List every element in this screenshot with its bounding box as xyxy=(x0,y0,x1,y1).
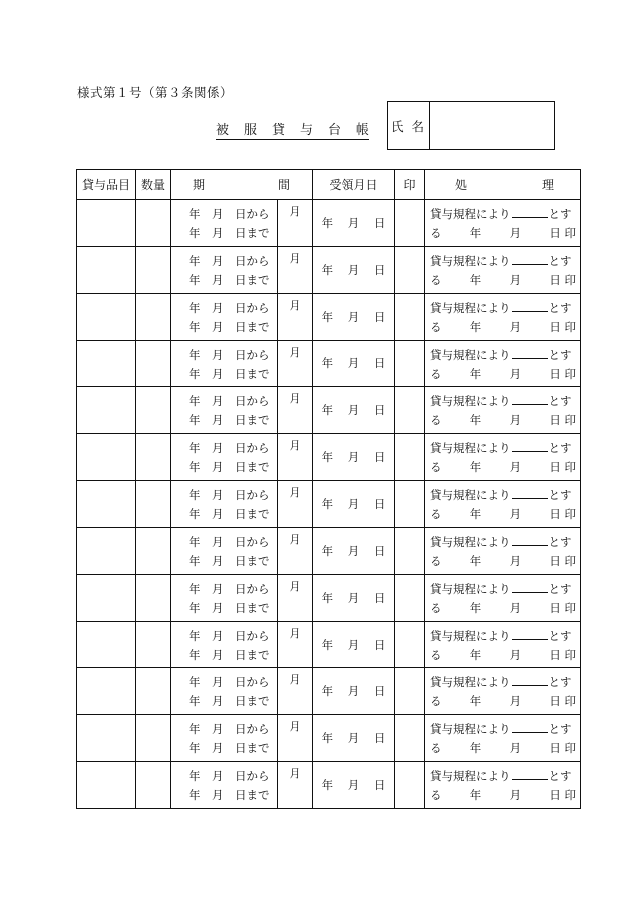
process-day-seal: 日 印 xyxy=(549,319,576,334)
process-suru: る xyxy=(430,226,442,240)
received-date-cell[interactable] xyxy=(313,527,395,574)
month-cell[interactable] xyxy=(278,387,313,434)
process-month: 月 xyxy=(509,272,522,287)
table-row xyxy=(77,621,581,668)
process-day-seal: 日 印 xyxy=(549,366,576,381)
received-date-cell[interactable] xyxy=(313,668,395,715)
process-cell[interactable] xyxy=(425,481,581,528)
process-pre: 貸与規程により xyxy=(430,300,511,315)
received-month: 月 xyxy=(347,778,360,793)
quantity-cell[interactable] xyxy=(136,293,171,340)
process-suru: る xyxy=(430,460,442,475)
seal-cell[interactable] xyxy=(395,246,425,293)
period-to: 年 月 日まで xyxy=(189,741,270,756)
item-cell[interactable] xyxy=(77,762,136,809)
period-from: 年 月 日から xyxy=(189,253,270,268)
period-from: 年 月 日から xyxy=(189,488,270,503)
process-suru: る xyxy=(430,553,442,568)
month-cell[interactable] xyxy=(278,668,313,715)
seal-cell[interactable] xyxy=(395,668,425,715)
month-label: 月 xyxy=(289,251,301,265)
process-cell[interactable] xyxy=(425,340,581,387)
period-from: 年 月 日から xyxy=(189,300,270,315)
process-cell[interactable] xyxy=(425,246,581,293)
process-year: 年 xyxy=(469,600,482,615)
process-year: 年 xyxy=(469,694,482,709)
process-pre: 貸与規程により xyxy=(430,628,511,643)
title-char: 貸 xyxy=(271,123,285,138)
seal-cell[interactable] xyxy=(395,574,425,621)
quantity-cell[interactable] xyxy=(136,387,171,434)
received-day: 日 xyxy=(373,590,386,605)
received-month: 月 xyxy=(347,262,360,277)
process-day-seal: 日 印 xyxy=(549,272,576,287)
header-item: 貸与品目 xyxy=(77,170,136,200)
item-cell[interactable] xyxy=(77,200,136,247)
title-char: 被 xyxy=(216,123,230,138)
process-blank[interactable] xyxy=(512,486,548,499)
month-label: 月 xyxy=(289,673,301,687)
process-year: 年 xyxy=(469,553,482,568)
process-post: とす xyxy=(548,347,572,362)
table-row xyxy=(77,246,581,293)
received-day: 日 xyxy=(373,215,386,230)
received-day: 日 xyxy=(373,262,386,277)
seal-cell[interactable] xyxy=(395,527,425,574)
period-to: 年 月 日まで xyxy=(189,226,270,240)
title-char: 台 xyxy=(327,123,341,138)
quantity-cell[interactable] xyxy=(136,481,171,528)
header-process-right: 理 xyxy=(541,178,554,192)
process-post: とす xyxy=(548,628,572,643)
process-month: 月 xyxy=(509,460,522,475)
process-cell[interactable] xyxy=(425,387,581,434)
process-day-seal: 日 印 xyxy=(549,741,576,756)
table-row xyxy=(77,340,581,387)
seal-cell[interactable] xyxy=(395,762,425,809)
item-cell[interactable] xyxy=(77,387,136,434)
process-blank[interactable] xyxy=(512,767,548,780)
period-from: 年 月 日から xyxy=(189,347,270,362)
item-cell[interactable] xyxy=(77,293,136,340)
process-day-seal: 日 印 xyxy=(549,413,576,428)
period-from: 年 月 日から xyxy=(189,769,270,784)
seal-cell[interactable] xyxy=(395,434,425,481)
process-cell[interactable] xyxy=(425,715,581,762)
quantity-cell[interactable] xyxy=(136,574,171,621)
received-date-cell[interactable] xyxy=(313,434,395,481)
period-cell[interactable] xyxy=(171,481,278,528)
received-month: 月 xyxy=(347,496,360,511)
process-month: 月 xyxy=(509,366,522,381)
received-year: 年 xyxy=(321,262,334,277)
header-seal: 印 xyxy=(395,170,425,200)
table-row xyxy=(77,715,581,762)
month-label: 月 xyxy=(289,298,301,312)
header-quantity: 数量 xyxy=(136,170,171,200)
month-cell[interactable] xyxy=(278,715,313,762)
received-date-cell[interactable] xyxy=(313,200,395,247)
title-char: 与 xyxy=(299,123,313,138)
month-cell[interactable] xyxy=(278,574,313,621)
header-period-left: 期 xyxy=(193,178,206,192)
table-row xyxy=(77,481,581,528)
process-pre: 貸与規程により xyxy=(430,253,511,268)
process-suru: る xyxy=(430,647,442,662)
month-cell[interactable] xyxy=(278,434,313,481)
received-day: 日 xyxy=(373,684,386,699)
received-date-cell[interactable] xyxy=(313,715,395,762)
period-to: 年 月 日まで xyxy=(189,788,270,803)
process-post: とす xyxy=(548,300,572,315)
received-year: 年 xyxy=(321,637,334,652)
process-month: 月 xyxy=(509,600,522,615)
header-process xyxy=(425,170,581,200)
process-month: 月 xyxy=(509,694,522,709)
month-label: 月 xyxy=(289,720,301,734)
received-year: 年 xyxy=(321,450,334,465)
received-year: 年 xyxy=(321,590,334,605)
process-post: とす xyxy=(548,394,572,409)
process-pre: 貸与規程により xyxy=(430,207,511,221)
name-field[interactable] xyxy=(430,102,554,149)
table-row xyxy=(77,387,581,434)
ledger-table xyxy=(76,169,581,809)
process-day-seal: 日 印 xyxy=(549,694,576,709)
period-from: 年 月 日から xyxy=(189,581,270,596)
process-blank[interactable] xyxy=(512,299,548,312)
period-from: 年 月 日から xyxy=(189,628,270,643)
month-cell[interactable] xyxy=(278,293,313,340)
received-year: 年 xyxy=(321,309,334,324)
process-month: 月 xyxy=(509,319,522,334)
received-month: 月 xyxy=(347,403,360,418)
period-from: 年 月 日から xyxy=(189,534,270,549)
process-month: 月 xyxy=(509,647,522,662)
process-year: 年 xyxy=(469,366,482,381)
table-row xyxy=(77,668,581,715)
received-year: 年 xyxy=(321,496,334,511)
period-from: 年 月 日から xyxy=(189,722,270,737)
process-post: とす xyxy=(548,441,572,456)
item-cell[interactable] xyxy=(77,434,136,481)
process-cell[interactable] xyxy=(425,762,581,809)
period-cell[interactable] xyxy=(171,762,278,809)
month-cell[interactable] xyxy=(278,527,313,574)
month-cell[interactable] xyxy=(278,762,313,809)
quantity-cell[interactable] xyxy=(136,668,171,715)
period-from: 年 月 日から xyxy=(189,675,270,690)
item-cell[interactable] xyxy=(77,621,136,668)
process-year: 年 xyxy=(469,413,482,428)
received-year: 年 xyxy=(321,403,334,418)
process-year: 年 xyxy=(469,507,482,522)
item-cell[interactable] xyxy=(77,715,136,762)
table-row xyxy=(77,293,581,340)
process-year: 年 xyxy=(469,647,482,662)
period-to: 年 月 日まで xyxy=(189,647,270,662)
month-label: 月 xyxy=(289,392,301,406)
process-day-seal: 日 印 xyxy=(549,553,576,568)
process-post: とす xyxy=(548,253,572,268)
period-from: 年 月 日から xyxy=(189,207,270,221)
seal-cell[interactable] xyxy=(395,621,425,668)
period-cell[interactable] xyxy=(171,574,278,621)
process-pre: 貸与規程により xyxy=(430,581,511,596)
period-from: 年 月 日から xyxy=(189,394,270,409)
title-char: 服 xyxy=(243,123,257,138)
received-month: 月 xyxy=(347,215,360,230)
seal-cell[interactable] xyxy=(395,481,425,528)
process-cell[interactable] xyxy=(425,434,581,481)
received-year: 年 xyxy=(321,778,334,793)
month-label: 月 xyxy=(289,486,301,500)
process-post: とす xyxy=(548,488,572,503)
process-suru: る xyxy=(430,741,442,756)
process-blank[interactable] xyxy=(512,673,548,686)
header-period-right: 間 xyxy=(277,178,290,192)
process-year: 年 xyxy=(469,272,482,287)
seal-cell[interactable] xyxy=(395,340,425,387)
table-row xyxy=(77,200,581,247)
process-suru: る xyxy=(430,366,442,381)
received-day: 日 xyxy=(373,496,386,511)
process-suru: る xyxy=(430,413,442,428)
name-label: 氏 名 xyxy=(388,102,430,149)
month-cell[interactable] xyxy=(278,200,313,247)
process-pre: 貸与規程により xyxy=(430,769,511,784)
process-year: 年 xyxy=(469,226,482,240)
period-cell[interactable] xyxy=(171,434,278,481)
item-cell[interactable] xyxy=(77,246,136,293)
period-to: 年 月 日まで xyxy=(189,366,270,381)
period-cell[interactable] xyxy=(171,246,278,293)
received-month: 月 xyxy=(347,309,360,324)
received-year: 年 xyxy=(321,356,334,371)
header-period xyxy=(171,170,313,200)
received-year: 年 xyxy=(321,215,334,230)
period-to: 年 月 日まで xyxy=(189,272,270,287)
received-date-cell[interactable] xyxy=(313,621,395,668)
quantity-cell[interactable] xyxy=(136,200,171,247)
item-cell[interactable] xyxy=(77,527,136,574)
process-blank[interactable] xyxy=(512,392,548,405)
received-month: 月 xyxy=(347,637,360,652)
header-received: 受領月日 xyxy=(313,170,395,200)
period-cell[interactable] xyxy=(171,668,278,715)
process-blank[interactable] xyxy=(512,346,548,359)
month-label: 月 xyxy=(289,345,301,359)
quantity-cell[interactable] xyxy=(136,715,171,762)
period-to: 年 月 日まで xyxy=(189,413,270,428)
quantity-cell[interactable] xyxy=(136,762,171,809)
received-month: 月 xyxy=(347,684,360,699)
quantity-cell[interactable] xyxy=(136,527,171,574)
period-cell[interactable] xyxy=(171,621,278,668)
process-suru: る xyxy=(430,507,442,522)
process-cell[interactable] xyxy=(425,574,581,621)
month-label: 月 xyxy=(289,532,301,546)
process-blank[interactable] xyxy=(512,252,548,265)
process-pre: 貸与規程により xyxy=(430,722,511,737)
process-blank[interactable] xyxy=(512,720,548,733)
table-row xyxy=(77,574,581,621)
process-cell[interactable] xyxy=(425,621,581,668)
item-cell[interactable] xyxy=(77,668,136,715)
process-blank[interactable] xyxy=(512,627,548,640)
table-row xyxy=(77,762,581,809)
seal-cell[interactable] xyxy=(395,387,425,434)
month-label: 月 xyxy=(289,579,301,593)
process-pre: 貸与規程により xyxy=(430,534,511,549)
process-year: 年 xyxy=(469,460,482,475)
process-post: とす xyxy=(548,581,572,596)
period-from: 年 月 日から xyxy=(189,441,270,456)
process-suru: る xyxy=(430,694,442,709)
period-to: 年 月 日まで xyxy=(189,600,270,615)
period-to: 年 月 日まで xyxy=(189,460,270,475)
seal-cell[interactable] xyxy=(395,200,425,247)
process-pre: 貸与規程により xyxy=(430,675,511,690)
period-cell[interactable] xyxy=(171,527,278,574)
quantity-cell[interactable] xyxy=(136,434,171,481)
received-year: 年 xyxy=(321,543,334,558)
seal-cell[interactable] xyxy=(395,715,425,762)
header-process-left: 処 xyxy=(455,178,468,192)
received-year: 年 xyxy=(321,731,334,746)
process-blank[interactable] xyxy=(512,205,548,218)
received-date-cell[interactable] xyxy=(313,340,395,387)
received-date-cell[interactable] xyxy=(313,293,395,340)
month-cell[interactable] xyxy=(278,621,313,668)
process-month: 月 xyxy=(509,413,522,428)
document-title xyxy=(216,119,369,140)
received-day: 日 xyxy=(373,731,386,746)
item-cell[interactable] xyxy=(77,574,136,621)
received-month: 月 xyxy=(347,543,360,558)
period-cell[interactable] xyxy=(171,293,278,340)
received-date-cell[interactable] xyxy=(313,574,395,621)
quantity-cell[interactable] xyxy=(136,340,171,387)
process-cell[interactable] xyxy=(425,200,581,247)
process-blank[interactable] xyxy=(512,533,548,546)
period-cell[interactable] xyxy=(171,387,278,434)
period-cell[interactable] xyxy=(171,340,278,387)
process-suru: る xyxy=(430,788,442,803)
period-cell[interactable] xyxy=(171,200,278,247)
process-day-seal: 日 印 xyxy=(549,600,576,615)
process-suru: る xyxy=(430,272,442,287)
process-post: とす xyxy=(548,722,572,737)
seal-cell[interactable] xyxy=(395,293,425,340)
item-cell[interactable] xyxy=(77,340,136,387)
table-row xyxy=(77,527,581,574)
process-cell[interactable] xyxy=(425,527,581,574)
process-day-seal: 日 印 xyxy=(549,460,576,475)
process-month: 月 xyxy=(509,226,522,240)
item-cell[interactable] xyxy=(77,481,136,528)
month-cell[interactable] xyxy=(278,481,313,528)
process-year: 年 xyxy=(469,788,482,803)
form-number-label: 様式第１号（第３条関係） xyxy=(77,85,234,100)
month-label: 月 xyxy=(289,626,301,640)
month-cell[interactable] xyxy=(278,340,313,387)
received-date-cell[interactable] xyxy=(313,246,395,293)
name-box xyxy=(387,101,555,150)
month-label: 月 xyxy=(289,205,301,218)
received-year: 年 xyxy=(321,684,334,699)
received-day: 日 xyxy=(373,637,386,652)
process-year: 年 xyxy=(469,741,482,756)
process-cell[interactable] xyxy=(425,668,581,715)
period-to: 年 月 日まで xyxy=(189,319,270,334)
process-post: とす xyxy=(548,534,572,549)
process-blank[interactable] xyxy=(512,439,548,452)
process-month: 月 xyxy=(509,788,522,803)
received-day: 日 xyxy=(373,309,386,324)
process-pre: 貸与規程により xyxy=(430,441,511,456)
received-day: 日 xyxy=(373,403,386,418)
process-day-seal: 日 印 xyxy=(549,507,576,522)
received-day: 日 xyxy=(373,450,386,465)
process-post: とす xyxy=(548,769,572,784)
period-to: 年 月 日まで xyxy=(189,553,270,568)
quantity-cell[interactable] xyxy=(136,621,171,668)
period-to: 年 月 日まで xyxy=(189,694,270,709)
process-day-seal: 日 印 xyxy=(549,647,576,662)
received-month: 月 xyxy=(347,356,360,371)
process-pre: 貸与規程により xyxy=(430,347,511,362)
process-post: とす xyxy=(548,207,572,221)
process-month: 月 xyxy=(509,553,522,568)
received-month: 月 xyxy=(347,590,360,605)
process-suru: る xyxy=(430,319,442,334)
month-cell[interactable] xyxy=(278,246,313,293)
process-cell[interactable] xyxy=(425,293,581,340)
received-day: 日 xyxy=(373,543,386,558)
process-day-seal: 日 印 xyxy=(549,226,576,240)
process-suru: る xyxy=(430,600,442,615)
process-month: 月 xyxy=(509,507,522,522)
period-cell[interactable] xyxy=(171,715,278,762)
process-blank[interactable] xyxy=(512,580,548,593)
received-month: 月 xyxy=(347,450,360,465)
process-year: 年 xyxy=(469,319,482,334)
process-post: とす xyxy=(548,675,572,690)
received-date-cell[interactable] xyxy=(313,481,395,528)
process-pre: 貸与規程により xyxy=(430,394,511,409)
received-date-cell[interactable] xyxy=(313,387,395,434)
month-label: 月 xyxy=(289,767,301,781)
process-day-seal: 日 印 xyxy=(549,788,576,803)
header-row xyxy=(77,170,581,200)
process-month: 月 xyxy=(509,741,522,756)
quantity-cell[interactable] xyxy=(136,246,171,293)
received-date-cell[interactable] xyxy=(313,762,395,809)
title-char: 帳 xyxy=(355,123,369,138)
received-day: 日 xyxy=(373,356,386,371)
month-label: 月 xyxy=(289,439,301,453)
period-to: 年 月 日まで xyxy=(189,507,270,522)
received-day: 日 xyxy=(373,778,386,793)
table-row xyxy=(77,434,581,481)
received-month: 月 xyxy=(347,731,360,746)
process-pre: 貸与規程により xyxy=(430,488,511,503)
